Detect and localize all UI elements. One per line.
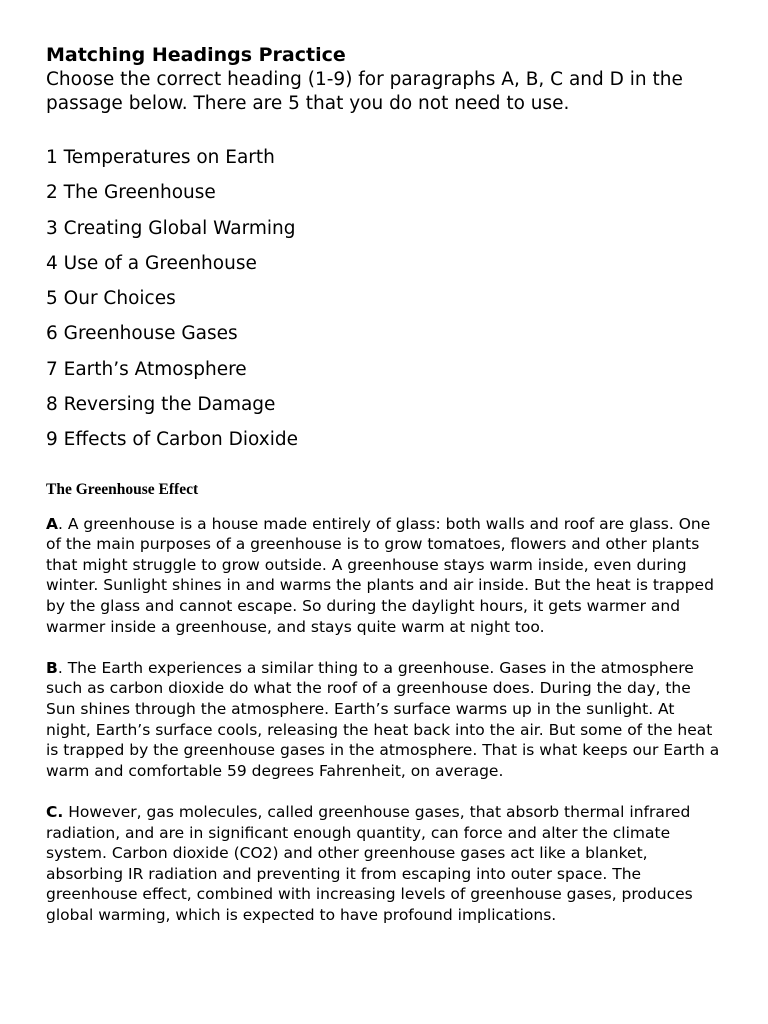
heading-option-9: 9 Effects of Carbon Dioxide — [46, 429, 298, 451]
paragraph-a — [46, 514, 722, 638]
paragraph-letter: A — [46, 514, 58, 533]
heading-option-5: 5 Our Choices — [46, 288, 176, 310]
document-page — [46, 42, 726, 926]
paragraph-punctuation: . — [57, 658, 63, 677]
headings-list — [46, 140, 726, 458]
paragraph-b — [46, 658, 722, 782]
paragraph-letter: B — [46, 658, 58, 677]
heading-option-6: 6 Greenhouse Gases — [46, 323, 238, 345]
heading-option-8: 8 Reversing the Damage — [46, 394, 276, 416]
passage-title: The Greenhouse Effect — [46, 480, 199, 498]
heading-option-4: 4 Use of a Greenhouse — [46, 252, 257, 274]
paragraph-letter: C. — [46, 802, 64, 821]
heading-option-3: 3 Creating Global Warming — [46, 217, 296, 239]
paragraph-c — [46, 802, 722, 926]
paragraph-punctuation: . — [58, 514, 63, 533]
heading-option-7: 7 Earth’s Atmosphere — [46, 358, 247, 380]
paragraph-body: A greenhouse is a house made entirely of glass: both walls and roof are glass. One of the main purposes of a greenhouse is to grow tomatoes, flowers and other plants that might struggle to grow outside. A greenhouse stays warm inside, even during winter. Sunlight shines in and warms the plants and air inside. But the heat is trapped by the glass and cannot escape. So during the daylight hours, it gets warmer and warmer inside a greenhouse, and stays quite warm at night too. — [46, 514, 714, 636]
instructions-text: Choose the correct heading (1-9) for paragraphs A, B, C and D in the passage below. There are 5 that you do not need to use. — [46, 69, 683, 114]
paragraph-body: However, gas molecules, called greenhouse gases, that absorb thermal infrared radiation, and are in significant enough quantity, can force and alter the climate system. Carbon dioxide (CO2) and other greenhouse gases act like a blanket, absorbing IR radiation and preventing it from escaping into outer space. The greenhouse effect, combined with increasing levels of greenhouse gases, produces global warming, which is expected to have profound implications. — [46, 802, 693, 924]
heading-option-1: 1 Temperatures on Earth — [46, 147, 275, 168]
paragraph-body: The Earth experiences a similar thing to a greenhouse. Gases in the atmosphere such as carbon dioxide do what the roof of a greenhouse does. During the day, the Sun shines through the atmosphere. Earth’s surface warms up in the sunlight. At night, Earth’s surface cools, releasing the heat back into the air. But some of the heat is trapped by the greenhouse gases in the atmosphere. That is what keeps our Earth a warm and comfortable 59 degrees Fahrenheit, on average. — [46, 658, 720, 780]
heading-option-2: 2 The Greenhouse — [46, 182, 216, 204]
page-title: Matching Headings Practice — [46, 44, 346, 66]
